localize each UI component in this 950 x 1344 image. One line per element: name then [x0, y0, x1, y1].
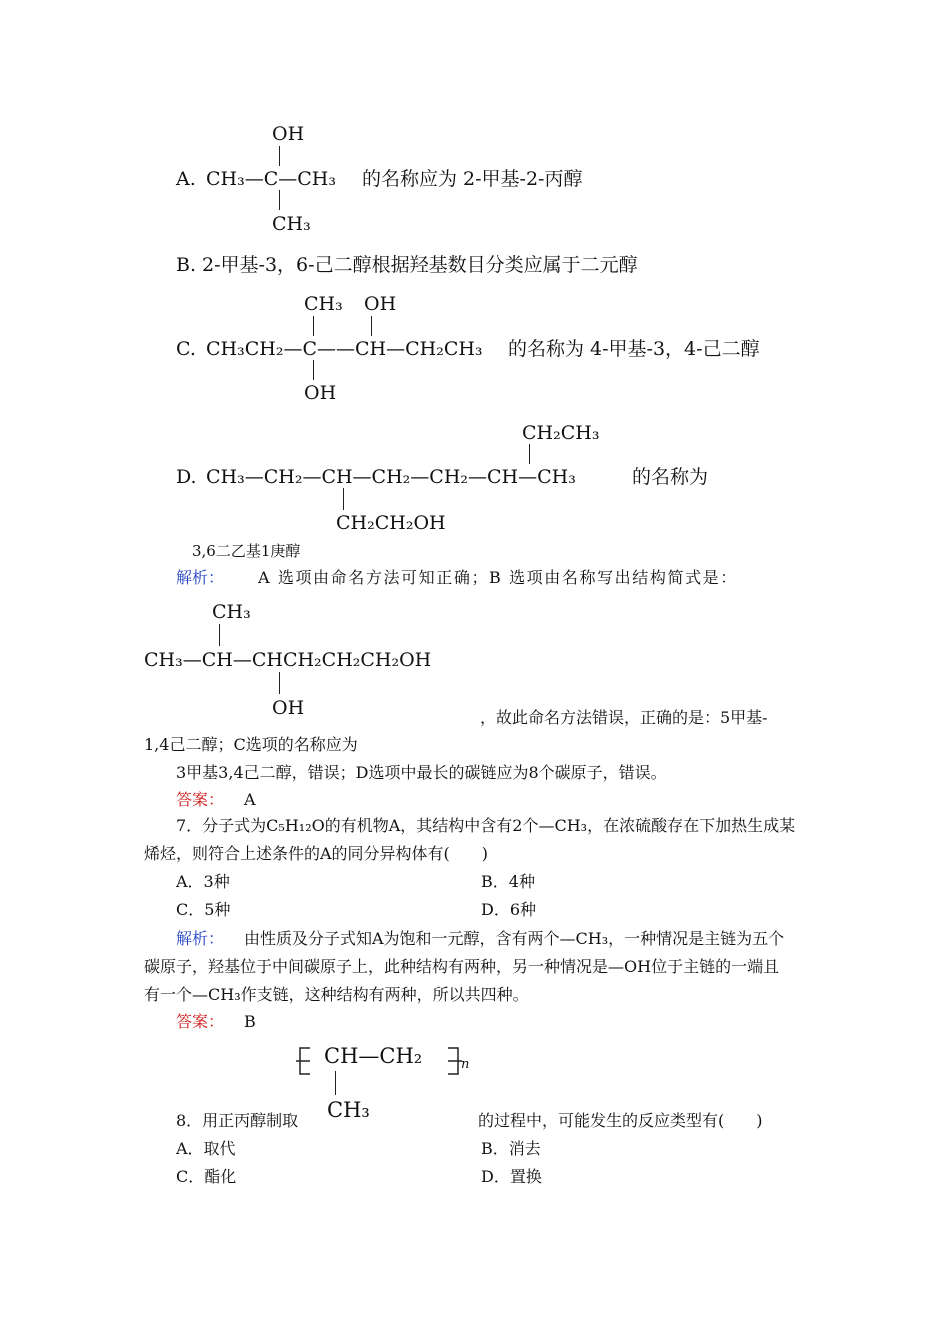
structure-chain: CH₃—CH—CHCH₂CH₂CH₂OH: [144, 649, 432, 671]
option-d-name: 3,6二乙基1庚醇: [192, 542, 301, 560]
analysis-label: 解析：: [176, 929, 225, 948]
question-stem: 烯烃，则符合上述条件的A的同分异构体有( ): [144, 844, 489, 863]
answer-value: A: [244, 790, 256, 809]
bond-line: [529, 444, 530, 464]
choice-option: C．酯化: [176, 1167, 237, 1186]
choice-option: B．消去: [481, 1139, 541, 1158]
analysis-text: 碳原子，羟基位于中间碳原子上，此种结构有两种，另一种情况是—OH位于主链的一端且: [144, 957, 780, 976]
bond-line: [313, 316, 314, 336]
hydroxyl-label: OH: [272, 123, 305, 145]
answer-label: 答案：: [176, 1012, 225, 1031]
structure-chain: CH₃CH₂—C——CH—CH₂CH₃: [206, 338, 483, 360]
bond-line: [279, 190, 280, 210]
hydroxyl-label: OH: [364, 293, 397, 315]
bond-line: [313, 360, 314, 380]
choice-option: D．6种: [481, 900, 537, 919]
choice-option: B．4种: [481, 872, 535, 891]
hydroxyl-label: OH: [304, 382, 337, 404]
hydroxyl-label: OH: [272, 697, 305, 719]
methyl-label: CH₃: [304, 293, 343, 315]
bond-line: [335, 1071, 336, 1095]
choice-option: D．置换: [481, 1167, 542, 1186]
bond-line: [279, 672, 280, 694]
bond-line: [219, 624, 220, 646]
analysis-text: 3甲基3,4己二醇，错误；D选项中最长的碳链应为8个碳原子，错误。: [176, 763, 667, 782]
question-stem: 7．分子式为C₅H₁₂O的有机物A，其结构中含有2个—CH₃，在浓硫酸存在下加热生成某: [176, 816, 796, 835]
polymer-subscript: n: [461, 1057, 470, 1072]
analysis-label: 解析：: [176, 568, 225, 587]
branch-label: CH₂CH₃: [522, 422, 600, 444]
analysis-text: 有一个—CH₃作支链，这种结构有两种，所以共四种。: [144, 985, 529, 1004]
option-text: 的名称为 4-甲基-3，4-己二醇: [508, 338, 760, 360]
analysis-text: 由性质及分子式知A为饱和一元醇，含有两个—CH₃，一种情况是主链为五个: [244, 929, 785, 948]
methyl-label: CH₃: [212, 601, 251, 623]
branch-label: CH₂CH₂OH: [336, 512, 446, 534]
polymer-chain: CH—CH₂: [324, 1044, 423, 1068]
choice-option: A．取代: [176, 1139, 236, 1158]
analysis-text: ，故此命名方法错误，正确的是：5甲基-: [480, 708, 768, 727]
bond-line: [343, 488, 344, 510]
choice-option: C．5种: [176, 900, 231, 919]
structure-chain: CH₃—C—CH₃: [206, 168, 336, 190]
choice-option: A．3种: [176, 872, 230, 891]
analysis-text: A 选项由命名方法可知正确；B 选项由名称写出结构简式是：: [258, 568, 738, 587]
option-label: D.: [176, 466, 197, 488]
bond-line: [371, 316, 372, 336]
question-stem: 的过程中，可能发生的反应类型有( ): [478, 1111, 763, 1130]
analysis-text: 1,4己二醇；C选项的名称应为: [144, 735, 358, 754]
answer-label: 答案：: [176, 790, 225, 809]
option-label: A.: [176, 168, 196, 190]
methyl-label: CH₃: [272, 213, 311, 235]
option-text: 的名称为: [632, 466, 709, 488]
option-text: 的名称应为 2-甲基-2-丙醇: [362, 168, 583, 190]
methyl-label: CH₃: [327, 1098, 370, 1122]
option-label: C.: [176, 338, 196, 360]
bond-line: [279, 146, 280, 166]
question-stem: 8．用正丙醇制取: [176, 1111, 299, 1130]
answer-value: B: [244, 1012, 256, 1031]
structure-chain: CH₃—CH₂—CH—CH₂—CH₂—CH—CH₃: [206, 466, 576, 488]
option-b-text: B. 2-甲基-3，6-己二醇根据羟基数目分类应属于二元醇: [176, 254, 638, 276]
